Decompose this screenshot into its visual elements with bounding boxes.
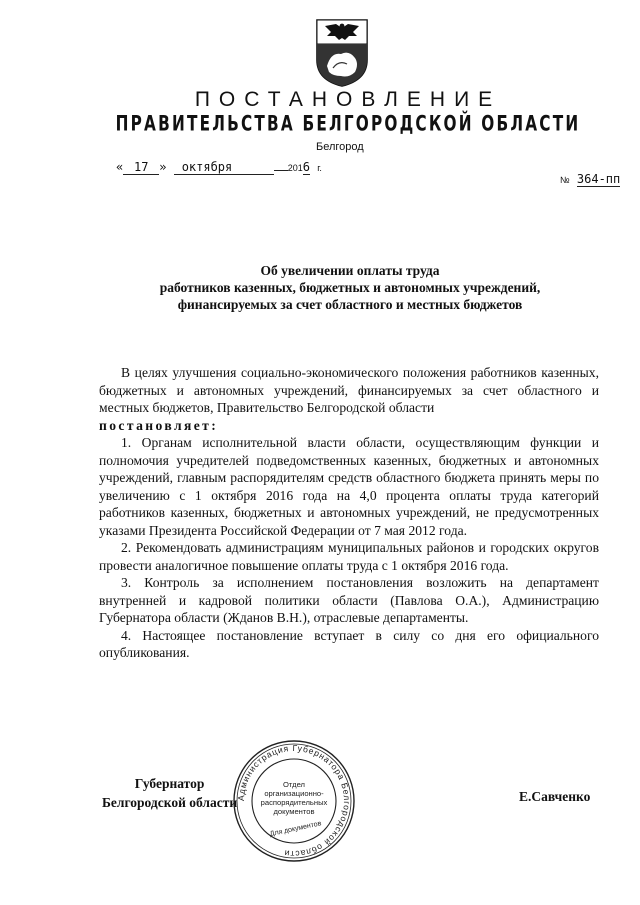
date-year-marker: г. xyxy=(317,163,322,173)
position-line-1: Губернатор xyxy=(134,776,205,791)
stamp-line-4: документов xyxy=(273,807,315,816)
date-year-prefix: 201 xyxy=(287,163,303,173)
document-date: « 17 » октября 2016 г. xyxy=(116,160,322,174)
item-4: 4. Настоящее постановление вступает в силу со дня его официального опубликования. xyxy=(99,627,599,660)
document-body xyxy=(99,364,599,662)
item-3: 3. Контроль за исполнением постановления возложить на департамент внутренней и кадровой политики области (Павлова О.А.), Администрацию Губернатора области (Жданов В.Н.), отраслевые департаменты. xyxy=(99,575,599,625)
stamp-outer-text: Администрация Губернатора Белгородской области xyxy=(235,742,353,860)
official-stamp xyxy=(232,739,356,863)
document-number xyxy=(560,172,620,187)
document-subject xyxy=(60,262,640,313)
date-year-suffix: 6 xyxy=(302,160,310,174)
document-type-title: ПОСТАНОВЛЕНИЕ xyxy=(194,88,502,111)
coat-of-arms-emblem xyxy=(313,14,371,88)
subject-line-2: работников казенных, бюджетных и автономных учреждений, xyxy=(159,280,541,295)
position-line-2: Белгородской области xyxy=(102,795,238,810)
subject-line-1: Об увеличении оплаты труда xyxy=(260,263,440,278)
date-month: октября xyxy=(174,160,274,175)
city-label: Белгород xyxy=(316,141,364,153)
date-day: 17 xyxy=(123,160,159,175)
signatory-name: Е.Савченко xyxy=(519,789,591,804)
subject-line-3: финансируемых за счет областного и местных бюджетов xyxy=(177,297,523,312)
stamp-bottom-text: Для документов xyxy=(269,820,323,838)
signatory-position xyxy=(102,774,237,812)
item-2: 2. Рекомендовать администрациям муниципальных районов и городских округов провести аналогичное повышение оплаты труда с 1 октября 2016 года. xyxy=(99,540,599,573)
resolve-word: постановляет: xyxy=(99,417,219,433)
intro-paragraph: В целях улучшения социально-экономического положения работников казенных, бюджетных и автономных учреждений, финансируемых за счет областного и местных бюджетов, Правительство Белгородской области xyxy=(99,365,599,415)
issuing-authority: ПРАВИТЕЛЬСТВА БЕЛГОРОДСКОЙ ОБЛАСТИ xyxy=(115,111,581,137)
number-sign: № xyxy=(560,175,570,185)
date-underline-gap xyxy=(274,170,288,171)
item-1: 1. Органам исполнительной власти области, осуществляющим функции и полномочия учредителей подведомственных казенных, бюджетных и автономных учреждений, главным распорядителям средств областного бюджета принять меры по увеличению с 1 октября 2016 года на 4,0 процента оплаты труда категорий работников казенных, бюджетных и автономных учреждений, не предусмотренных указами Президента Российской Федерации от 7 мая 2012 года. xyxy=(99,435,599,538)
number-value: 364-пп xyxy=(576,172,621,186)
stamp-line-1: Отдел xyxy=(283,780,305,789)
stamp-line-2: организационно- xyxy=(264,789,324,798)
stamp-line-3: распорядительных xyxy=(260,798,328,807)
